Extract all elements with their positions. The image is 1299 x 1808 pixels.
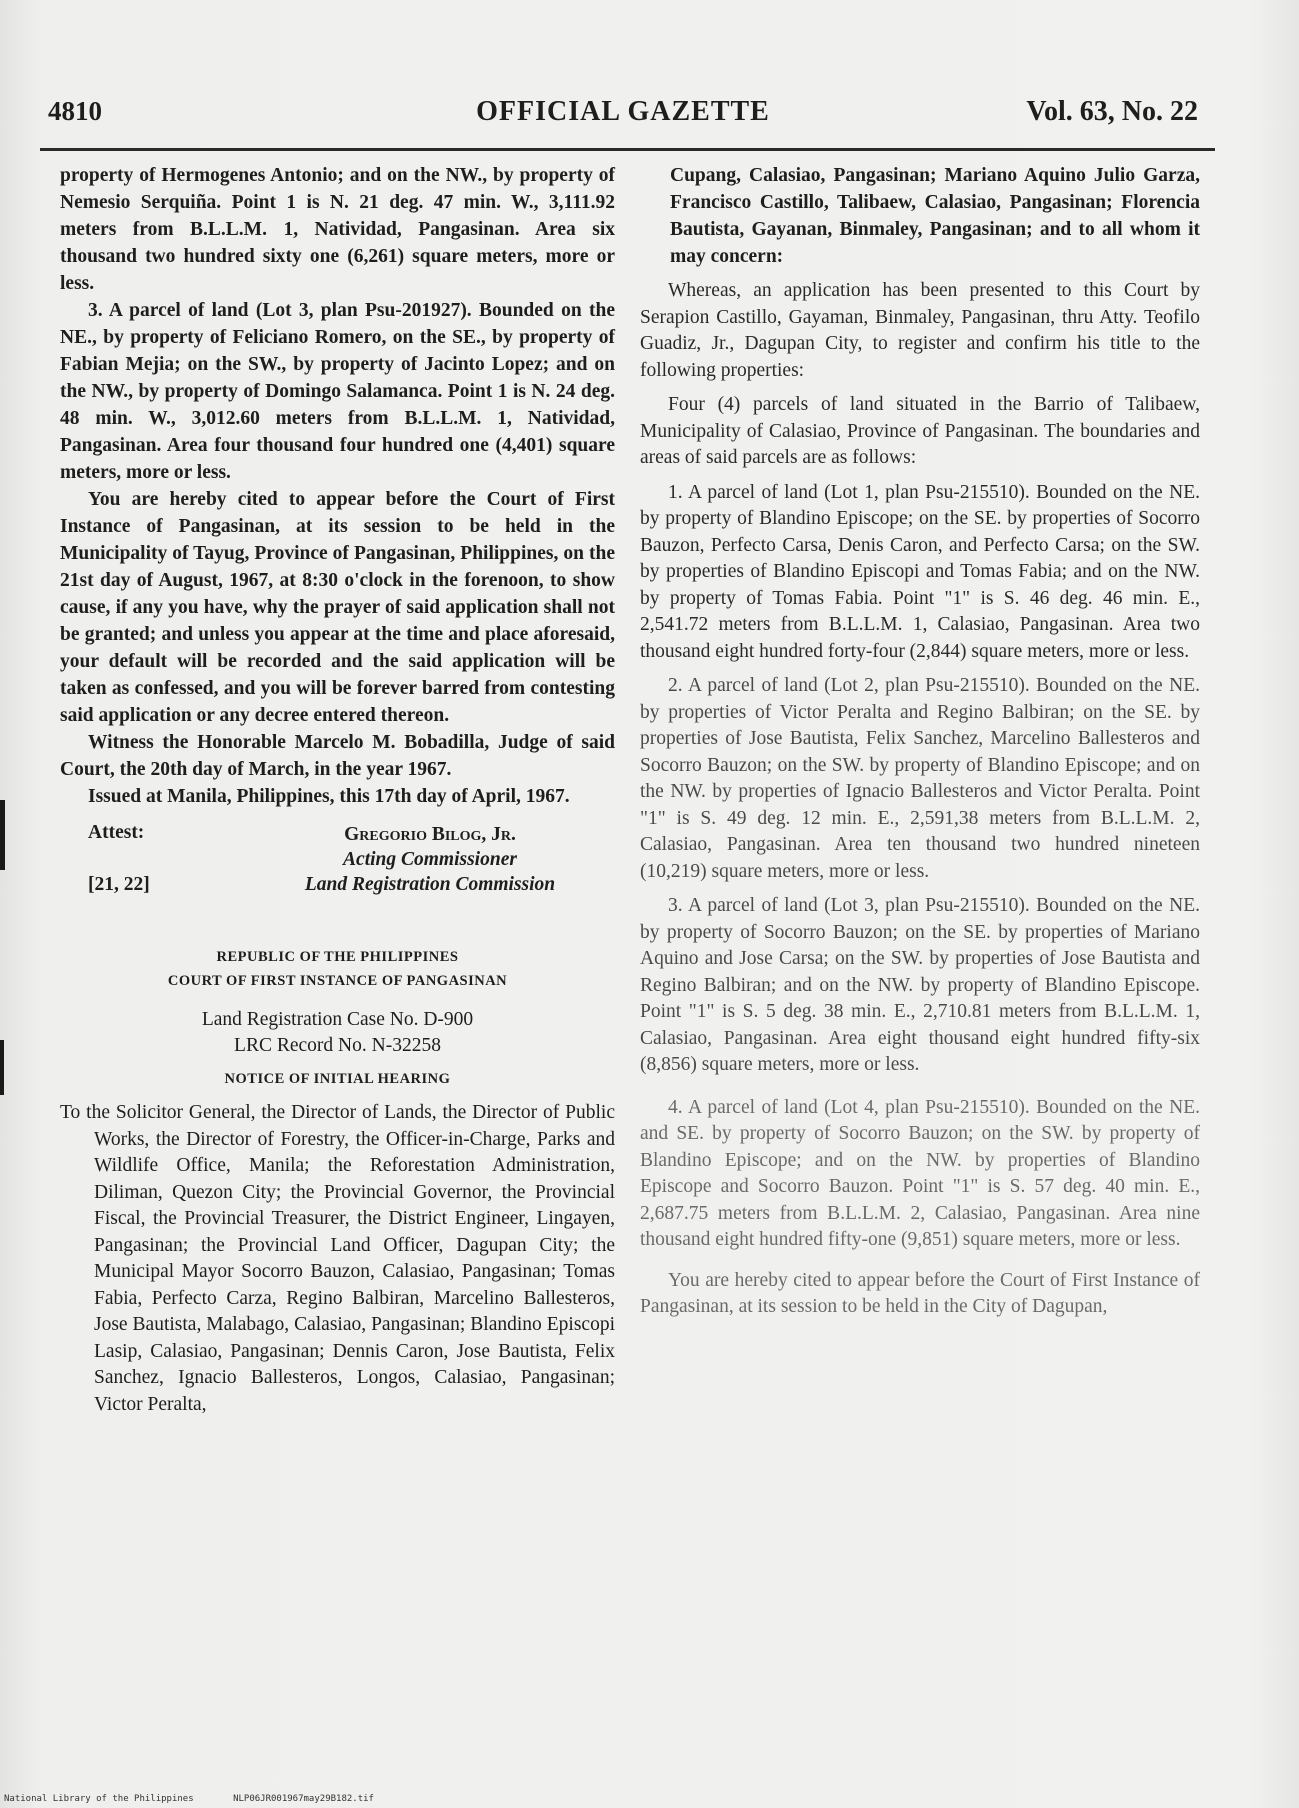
page-number: 4810 <box>48 96 102 126</box>
paragraph: 4. A parcel of land (Lot 4, plan Psu-215510). Bounded on the NE. and SE. by property of Socorro Bauzon; on the SW. by property of Blandino Episcope; and on the NW. by properties of Blandino Episcope and Socorro Bauzon. Point "1" is S. 57 deg. 40 min. E., 2,687.75 meters from B.L.L.M. 2, Calasiao, Pangasinan. Area nine thousand eight hundred fifty-one (9,851) square meters, more or less. <box>640 1096 1200 1250</box>
notice-title: NOTICE OF INITIAL HEARING <box>224 1071 451 1087</box>
court-heading: COURT OF FIRST INSTANCE OF PANGASINAN <box>167 973 508 989</box>
signatory <box>265 822 595 897</box>
library-credit: National Library of the Philippines <box>4 1794 194 1804</box>
scan-footer <box>4 1794 408 1804</box>
file-name: NLP06JR001967may29B182.tif <box>233 1794 374 1804</box>
paragraph: 3. A parcel of land (Lot 3, plan Psu-201927). Bounded on the NE., by property of Feliciano Romero, on the SE., by property of Fabian Mejia; on the SW., by property of Jacinto Lopez; and on the NW., by property of Domingo Salamanca. Point 1 is N. 24 deg. 48 min. W., 3,012.60 meters from B.L.L.M. 1, Natividad, Pangasinan. Area four thousand four hundred one (4,401) square meters, more or less. <box>60 300 615 483</box>
case-number: Land Registration Case No. D-900 <box>201 1009 474 1030</box>
signer-name: Gregorio Bilog, Jr. <box>344 824 516 845</box>
signer-office: Land Registration Commission <box>304 874 556 895</box>
attest-label: Attest: <box>88 822 145 843</box>
republic-heading: REPUBLIC OF THE PHILIPPINES <box>216 949 459 965</box>
paragraph: You are hereby cited to appear before the Court of First Instance of Pangasinan, at its session to be held in the Municipality of Tayug, Province of Pangasinan, Philippines, on the 21st day of August, 1967, at 8:30 o'clock in the forenoon, to show cause, if any you have, why the prayer of said application shall not be granted; and unless you appear at the time and place aforesaid, your default will be recorded and the said application will be taken as confessed, and you will be forever barred from contesting said application or any decree entered thereon. <box>60 489 615 726</box>
paragraph: Witness the Honorable Marcelo M. Bobadilla, Judge of said Court, the 20th day of March, in the year 1967. <box>60 732 615 780</box>
paragraph: 1. A parcel of land (Lot 1, plan Psu-215510). Bounded on the NE. by property of Blandino Episcope; on the SE. by properties of Socorro Bauzon, Perfecto Carsa, Denis Caron, and Perfecto Carsa; on the SW. by properties of Blandino Episcopi and Tomas Fabia; and on the NW. by property of Tomas Fabia. Point "1" is S. 46 deg. 46 min. E., 2,541.72 meters from B.L.L.M. 1, Calasiao, Pangasinan. Area two thousand eight hundred forty-four (2,844) square meters, more or less. <box>640 481 1200 662</box>
paragraph: Issued at Manila, Philippines, this 17th day of April, 1967. <box>88 786 570 807</box>
paragraph: property of Hermogenes Antonio; and on the NW., by property of Nemesio Serquiña. Point 1 is N. 21 deg. 47 min. W., 3,111.92 meters from B.L.L.M. 1, Natividad, Pangasinan. Area six thousand two hundred sixty one (6,261) square meters, more or less. <box>60 165 615 294</box>
left-column <box>60 162 615 1418</box>
notice-header <box>60 945 615 993</box>
paragraph: You are hereby cited to appear before the Court of First Instance of Pangasinan, at its session to be held in the City of Dagupan, <box>640 1269 1200 1317</box>
paragraph: 2. A parcel of land (Lot 2, plan Psu-215510). Bounded on the NE. by properties of Victor Peralta and Regino Balbiran; on the SE. by properties of Jose Bautista, Felix Sanchez, Marcelino Ballesteros and Socorro Bauzon; on the SW. by property of Blandino Episcope; and on the NW. by properties of Ignacio Ballesteros and Victor Peralta. Point "1" is S. 49 deg. 12 min. E., 2,591,38 meters from B.L.L.M. 2, Calasiao, Pangasinan. Area ten thousand two hundred nineteen (10,219) square meters, more or less. <box>640 675 1200 882</box>
paragraph: Cupang, Calasiao, Pangasinan; Mariano Aquino Julio Garza, Francisco Castillo, Talibaew, Calasiao, Pangasinan; Florencia Bautista, Gayanan, Binmaley, Pangasinan; and to all whom it may concern: <box>670 165 1200 267</box>
signer-title: Acting Commissioner <box>343 849 517 870</box>
paragraph: Four (4) parcels of land situated in the Barrio of Talibaew, Municipality of Calasiao, Province of Pangasinan. The boundaries and areas of said parcels are as follows: <box>640 394 1200 468</box>
scan-edge-mark <box>0 1040 4 1095</box>
publication-title: OFFICIAL GAZETTE <box>476 96 770 127</box>
previous-notice <box>60 162 615 810</box>
page-header <box>48 96 1198 136</box>
paragraph: Whereas, an application has been presented to this Court by Serapion Castillo, Gayaman, Binmaley, Pangasinan, thru Atty. Teofilo Guadiz, Jr., Dagupan City, to register and confirm his title to the following properties: <box>640 280 1200 381</box>
case-info <box>60 1007 615 1059</box>
attestation <box>60 822 615 917</box>
lrc-record-number: LRC Record No. N-32258 <box>234 1035 441 1056</box>
right-column <box>640 162 1200 1321</box>
header-rule <box>40 148 1215 151</box>
paragraph: 3. A parcel of land (Lot 3, plan Psu-215510). Bounded on the NE. by property of Socorro Bauzon; on the SE. by properties of Mariano Aquino and Jose Carsa; on the SW. by properties of Jose Bautista and Regino Balbiran; and on the NW. by property of Blandino Episcope. Point "1" is S. 5 deg. 38 min. E., 2,710.81 meters from B.L.L.M. 1, Calasiao, Pangasinan. Area eight thousand eight hundred fifty-six (8,856) square meters, more or less. <box>640 895 1200 1075</box>
issue-reference: [21, 22] <box>88 874 150 895</box>
scan-edge-mark <box>0 800 5 870</box>
volume-number: Vol. 63, No. 22 <box>1026 96 1198 127</box>
addressee-paragraph: To the Solicitor General, the Director of Lands, the Director of Public Works, the Director of Forestry, the Officer-in-Charge, Parks and Wildlife Office, Manila; the Reforestation Administration, Diliman, Quezon City; the Provincial Governor, the Provincial Fiscal, the Provincial Treasurer, the District Engineer, Lingayen, Pangasinan; the Provincial Land Officer, Dagupan City; the Municipal Mayor Socorro Bauzon, Calasiao, Pangasinan; Tomas Fabia, Perfecto Carza, Regino Balbiran, Marcelino Ballesteros, Jose Bautista, Malabago, Calasiao, Pangasinan; Blandino Episcopi Lasip, Calasiao, Pangasinan; Dennis Caron, Jose Bautista, Felix Sanchez, Ignacio Ballesteros, Longos, Calasiao, Pangasinan; Victor Peralta, <box>60 1102 615 1415</box>
